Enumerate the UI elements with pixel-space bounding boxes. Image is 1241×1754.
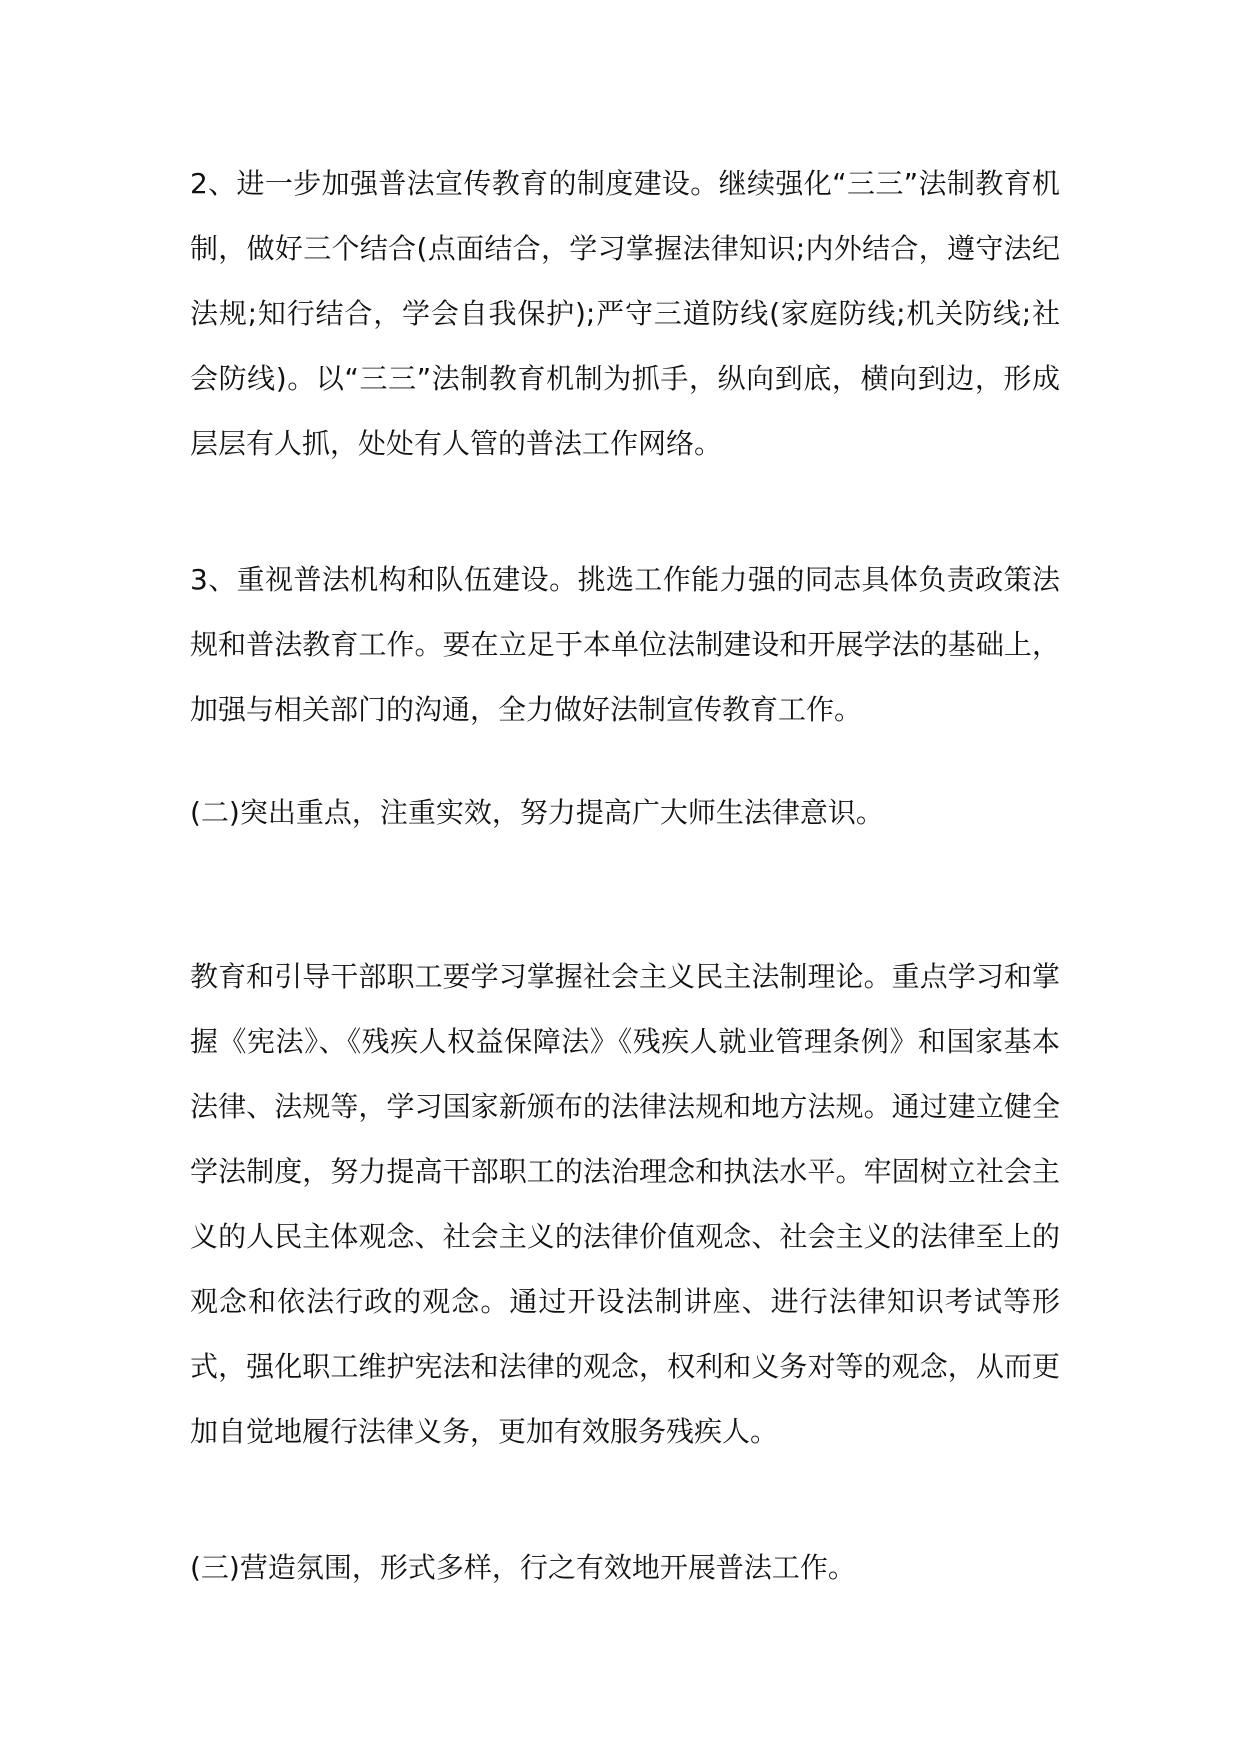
- section-heading-key-points: (二)突出重点，注重实效，努力提高广大师生法律意识。: [190, 796, 884, 829]
- paragraph-institution-building: 2、进一步加强普法宣传教育的制度建设。继续强化“三三”法制教育机制，做好三个结合(点面结合，学习掌握法律知识;内外结合，遵守法纪法规;知行结合，学会自我保护);严守三道防线(家庭防线;机关防线;社会防线)。以“三三”法制教育机制为抓手，纵向到底，横向到边，形成层层有人抓，处处有人管的普法工作网络。: [190, 167, 1060, 460]
- section-heading-atmosphere: (三)营造氛围，形式多样，行之有效地开展普法工作。: [190, 1551, 856, 1584]
- paragraph-education-guidance: 教育和引导干部职工要学习掌握社会主义民主法制理论。重点学习和掌握《宪法》、《残疾人权益保障法》《残疾人就业管理条例》和国家基本法律、法规等，学习国家新颁布的法律法规和地方法规。通过建立健全学法制度，努力提高干部职工的法治理念和执法水平。牢固树立社会主义的人民主体观念、社会主义的法律价值观念、社会主义的法律至上的观念和依法行政的观念。通过开设法制讲座、进行法律知识考试等形式，强化职工维护宪法和法律的观念，权利和义务对等的观念，从而更加自觉地履行法律义务，更加有效服务残疾人。: [190, 960, 1060, 1448]
- paragraph-team-building: 3、重视普法机构和队伍建设。挑选工作能力强的同志具体负责政策法规和普法教育工作。要在立足于本单位法制建设和开展学法的基础上，加强与相关部门的沟通，全力做好法制宣传教育工作。: [190, 563, 1060, 726]
